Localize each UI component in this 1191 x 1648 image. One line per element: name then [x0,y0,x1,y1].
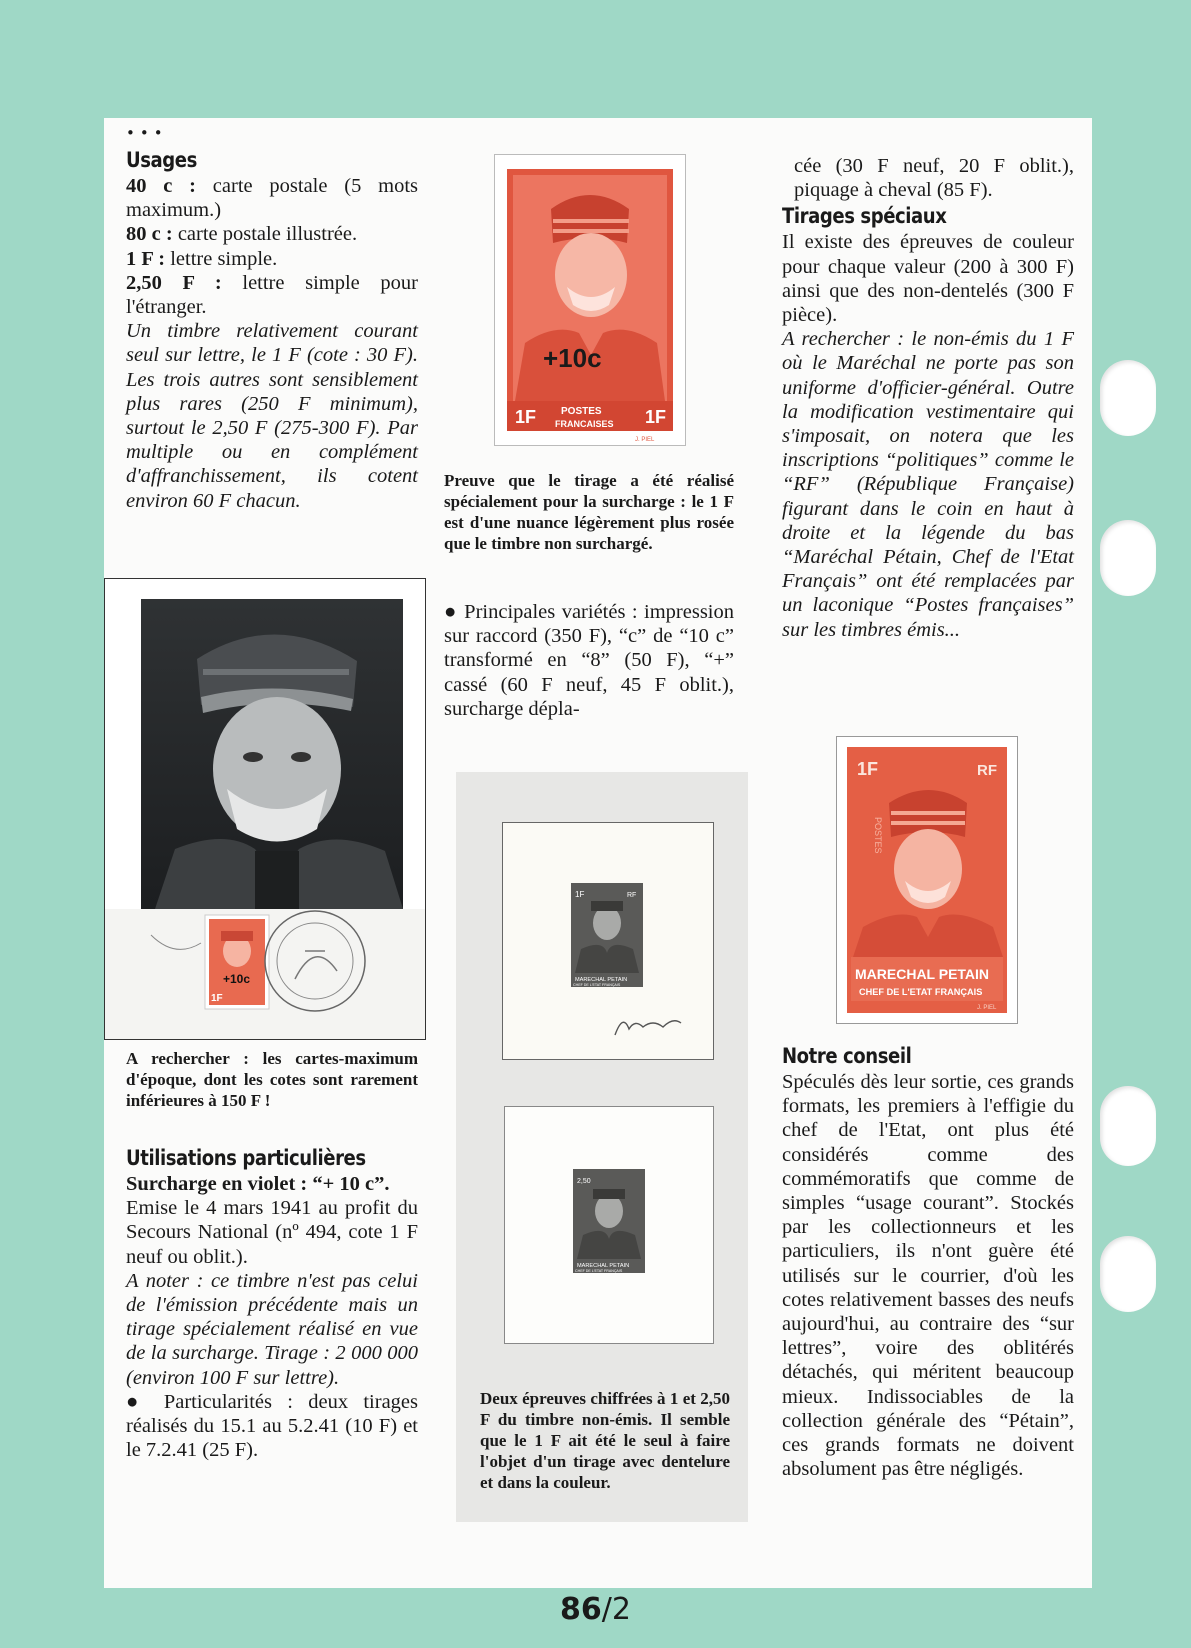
proof-1f-rf: RF [627,892,637,899]
petain-stamp-engraver: J. PIEL [977,1005,997,1011]
binder-hole [1100,360,1156,436]
card-stamp-surcharge: +10c [223,972,251,986]
binder-hole [1100,1086,1156,1166]
proofs-panel [456,772,748,1522]
maximum-card-image [105,579,425,1039]
stamp-value-right: 1F [645,407,667,427]
petain-stamp-title: CHEF DE L'ETAT FRANÇAIS [859,987,983,997]
conseil-block [782,1042,1074,1481]
proof-1f-title: CHEF DE L'ETAT FRANÇAIS [573,983,621,987]
varietes-block [444,600,734,721]
maximum-card [104,578,426,1040]
usages-heading: Usages [126,148,197,172]
petain-stamp [836,736,1018,1024]
proof-signature [615,1021,681,1035]
petain-stamp-rf: RF [977,762,997,779]
usage-250f: 2,50 F : lettre simple pour l'étranger. [126,271,418,319]
proof-1f-image [503,823,713,1059]
surcharge-overprint: +10c [543,343,602,373]
surcharged-stamp-image [495,155,685,445]
surcharged-stamp-caption: Preuve que le tirage a été réalisé spécialement pour la surcharge : le 1 F est d'une nuance légèrement plus rosée que le timbre non surchargé. [444,471,734,553]
petain-stamp-value: 1F [857,759,879,779]
particularites: ● Particularités : deux tirages réalisés du 15.1 au 5.2.41 (10 F) et le 7.2.41 (25 F). [126,1390,419,1462]
surcharge-text: Emise le 4 mars 1941 au profit du Secours National (nº 494, cote 1 F neuf ou oblit.). [126,1197,418,1268]
stamp-value-left: 1F [515,407,537,427]
proof-1f-name: MARECHAL PETAIN [575,977,628,983]
proof-1f-value: 1F [575,890,585,899]
petain-stamp-name: MARECHAL PETAIN [855,966,990,982]
surcharged-stamp [494,154,686,446]
stamp-postes: POSTES [561,406,602,417]
proof-250f-name: MARECHAL PETAIN [577,1263,630,1269]
card-stamp-value: 1F [211,993,223,1004]
petain-stamp-postes: POSTES [873,817,883,854]
section-dots: ••• [126,124,168,142]
binder-hole [1100,520,1156,596]
utilisations-heading: Utilisations particulières [126,1146,366,1170]
proof-250f-value: 2,50 [577,1178,591,1185]
surcharge-note: A noter : ce timbre n'est pas celui de l'émission précédente mais un tirage spécialement réalisé en vue de la surcharge. Tirage : 2 000 000 (environ 100 F sur lettre). [126,1269,418,1389]
proof-250f-image [505,1107,713,1343]
varietes-continued: cée (30 F neuf, 20 F oblit.), piquage à cheval (85 F). [794,155,1074,202]
column-left [126,124,418,513]
varietes-text: ● Principales variétés : impression sur raccord (350 F), “c” de “10 c” transformé en “8” (50 F), “+” cassé (60 F neuf, 45 F oblit.), surcharge dépla- [444,601,735,720]
stamp-francaises: FRANCAISES [555,419,614,429]
usages-comment: Un timbre relativement courant seul sur lettre, le 1 F (cote : 30 F). Les trois autres sont sensiblement plus rares (250 F minimum), surtout le 2,50 F (275-300 F). Par multiple ou en complément d'affranchissement, ils cotent environ 60 F chacun. [126,320,418,512]
stamp-engraver: J. PIEL [635,437,655,443]
proofs-caption: Deux épreuves chiffrées à 1 et 2,50 F du timbre non-émis. Il semble que le 1 F ait été le seul à faire l'objet d'un tirage avec dentelure et dans la couleur. [480,1389,730,1492]
petain-stamp-image [837,737,1017,1023]
usage-40c: 40 c : carte postale (5 mots maximum.) [126,175,418,222]
proof-250f-title: CHEF DE L'ETAT FRANÇAIS [575,1269,623,1273]
tirages-note: A rechercher : le non-émis du 1 F où le Maréchal ne porte pas son uniforme d'officier-général. Outre la modification vestimentaire qui s'imposait, on notera que les inscriptions “politiques” comme le “RF” (République Française) figurant dans le coin en haut à droite et la légende du bas “Maréchal Pétain, Chef de l'Etat Français” ont été remplacées par un laconique “Postes françaises” sur les timbres émis... [782,328,1074,641]
page-number: 86/2 [560,1592,631,1627]
maximum-card-caption: A rechercher : les cartes-maximum d'époque, dont les cotes sont rarement inférieures à 150 F ! [126,1049,418,1110]
column-right [782,154,1074,642]
conseil-heading: Notre conseil [782,1044,912,1068]
surcharge-heading: Surcharge en violet : “+ 10 c”. [126,1173,390,1195]
proof-1f [502,822,714,1060]
column-left-bottom [126,1144,418,1462]
usage-80c: 80 c : carte postale illustrée. [126,223,358,246]
proof-250f [504,1106,714,1344]
usage-1f: 1 F : lettre simple. [126,247,278,270]
tirages-heading: Tirages spéciaux [782,204,947,229]
conseil-text: Spéculés dès leur sortie, ces grands formats, les premiers à l'effigie du chef de l'Etat, ont plus été considérés comme des commémoratifs que comme de simples “usage courant”. Stockés par les collectionneurs et les particuliers, ils n'ont guère été utilisés sur le courrier, d'où les cotes relativement basses des neufs aujourd'hui, au contraire des “sur lettres”, voire des oblitérés détachés, qui méritent beaucoup mieux. Indissociables de la collection générale des “Pétain”, ces grands formats ne doivent absolument pas être négligés. [782,1071,1074,1481]
tirages-text: Il existe des épreuves de couleur pour chaque valeur (200 à 300 F) ainsi que des non-dentelés (300 F pièce). [782,231,1074,327]
binder-hole [1100,1236,1156,1312]
